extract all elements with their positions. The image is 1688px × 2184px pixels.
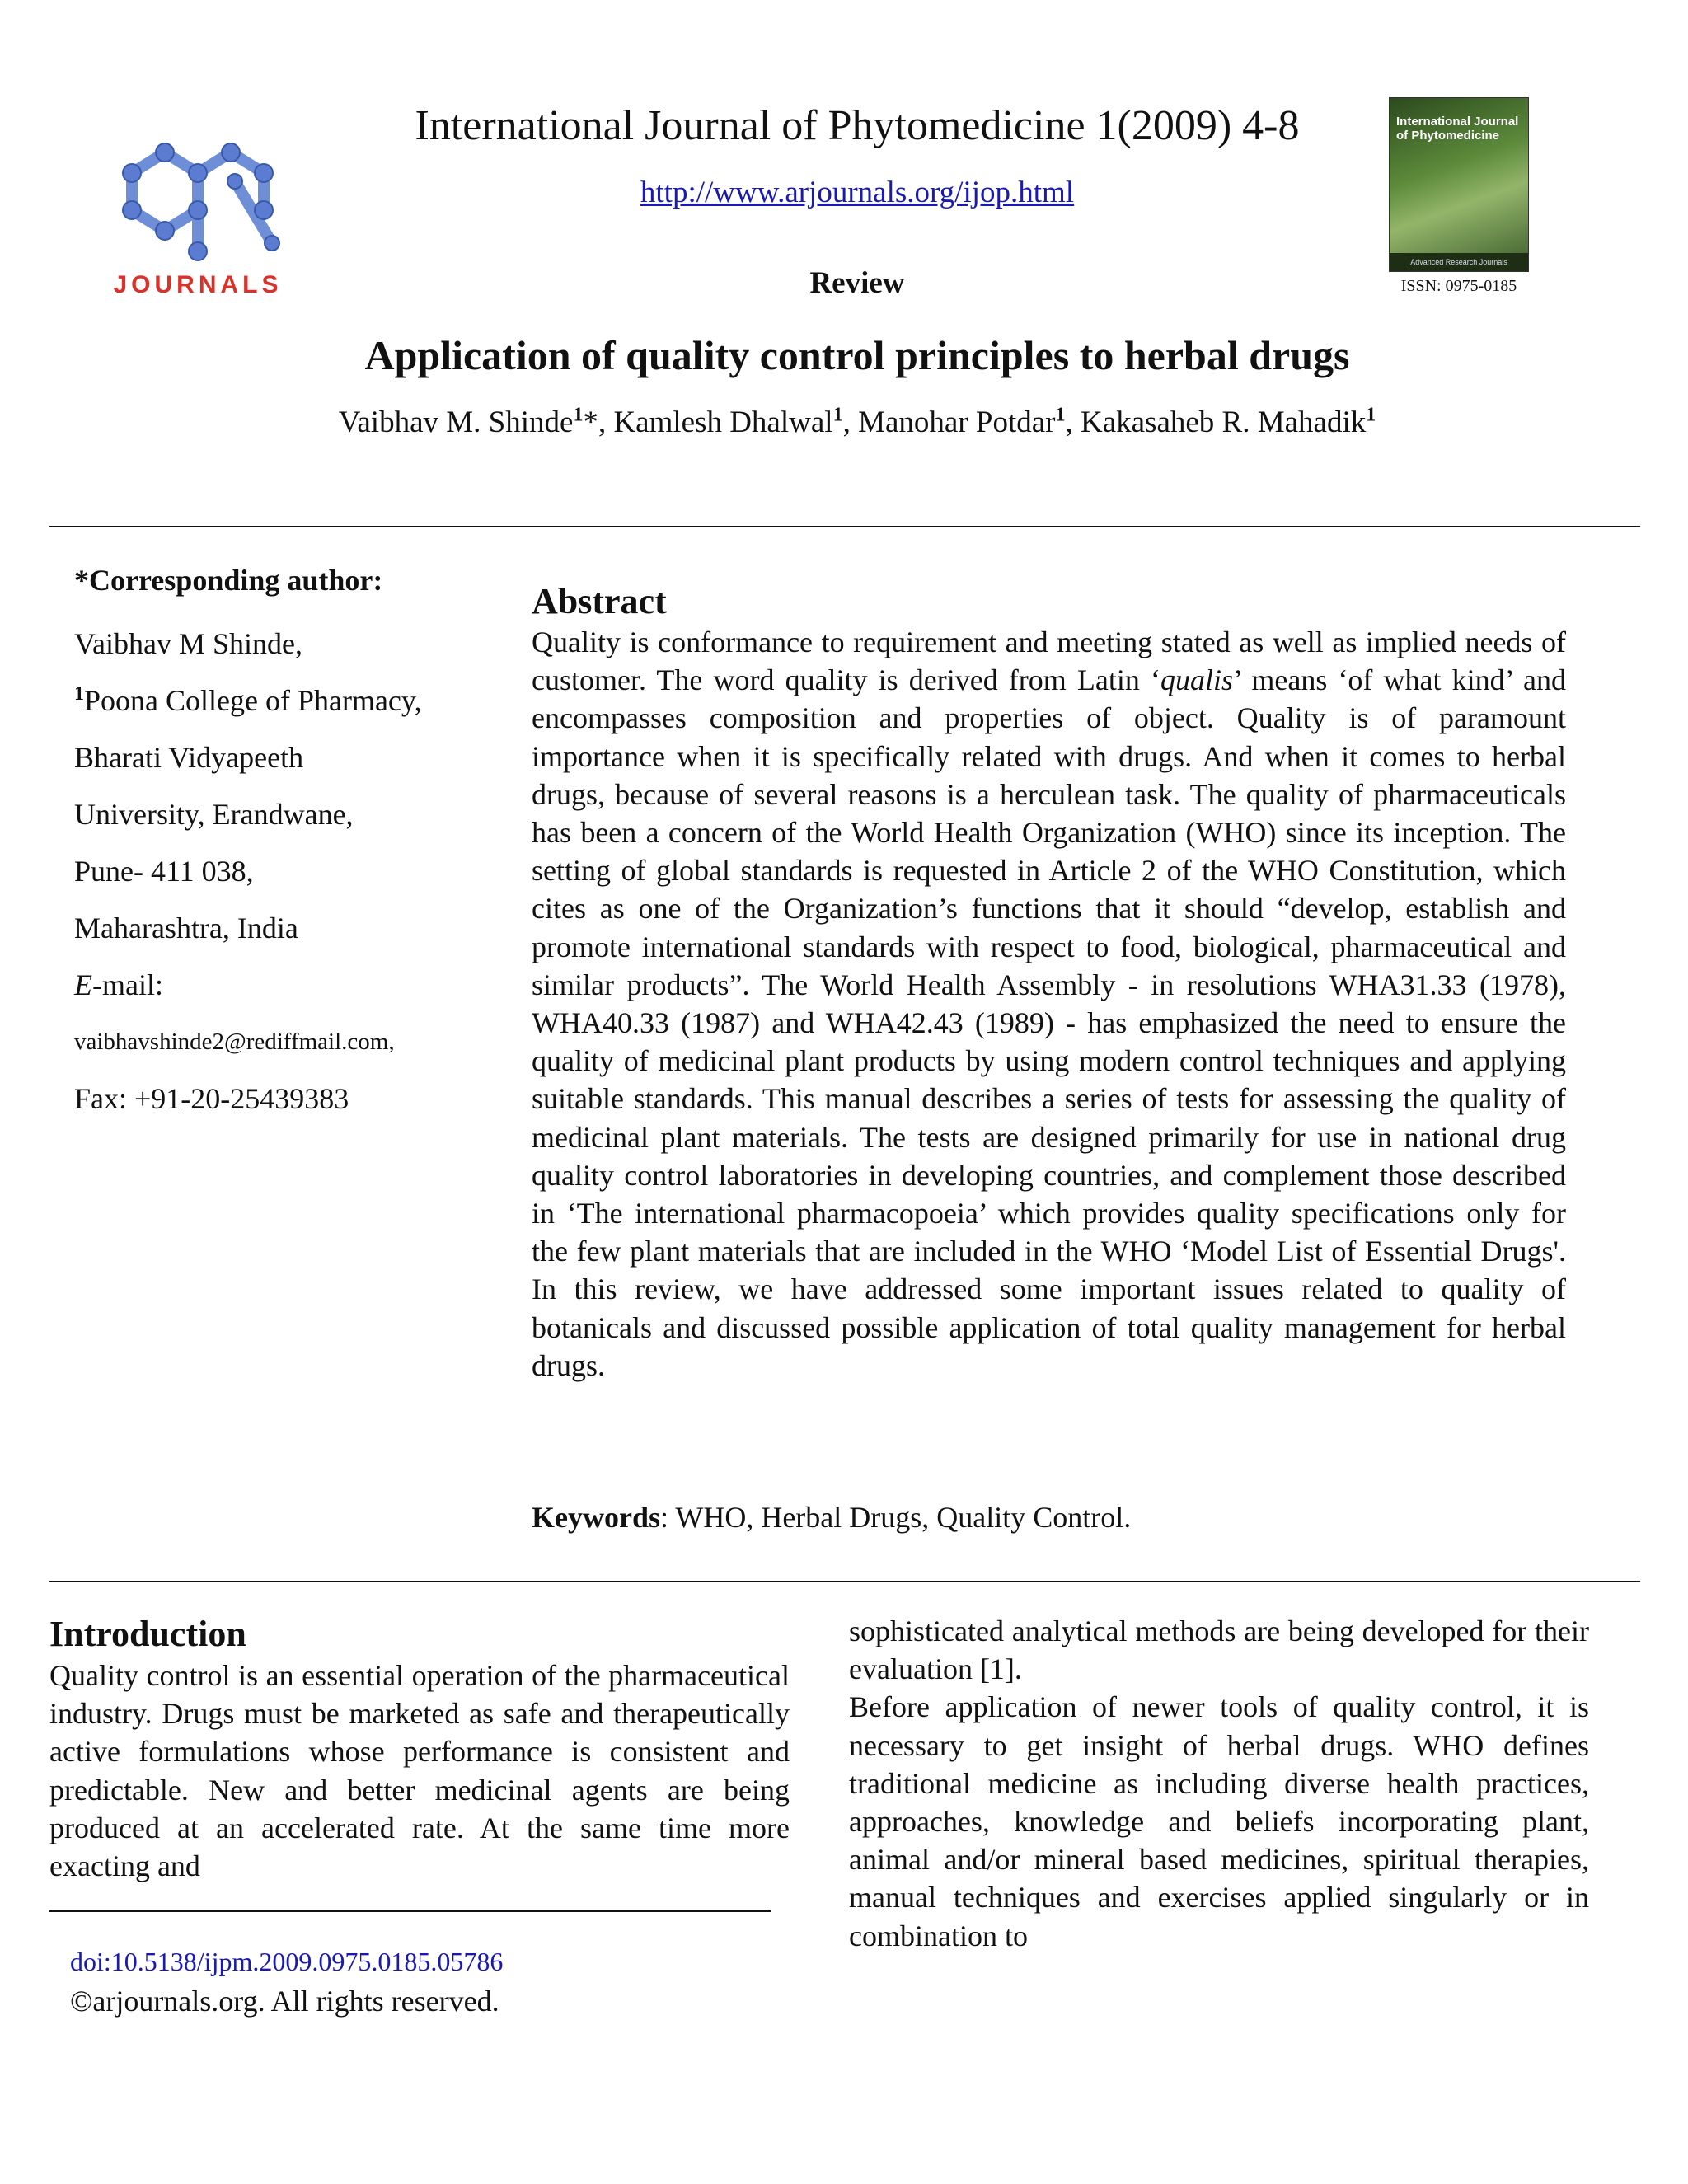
affiliation-line: Bharati Vidyapeeth xyxy=(74,741,304,774)
email-label-italic: E xyxy=(74,968,92,1001)
affiliation-text: Poona College of Pharmacy, xyxy=(84,684,422,717)
author-separator: *, xyxy=(583,405,614,439)
journal-url-link[interactable]: http://www.arjournals.org/ijop.html xyxy=(640,176,1075,209)
affiliation-mark: 1 xyxy=(74,683,84,705)
introduction-heading: Introduction xyxy=(49,1614,246,1654)
journal-title: International Journal of Phytomedicine 1(2009) 4-8 xyxy=(415,102,1300,149)
email-label-text: -mail: xyxy=(92,968,163,1001)
publisher-logo xyxy=(95,95,301,301)
footnote-divider xyxy=(49,1910,771,1912)
author-list xyxy=(82,404,1632,442)
issn: ISSN: 0975-0185 xyxy=(1400,277,1517,295)
abstract-divider xyxy=(49,1581,1640,1582)
fax-number: Fax: +91-20-25439383 xyxy=(74,1082,349,1115)
introduction-right-column xyxy=(849,1612,1589,1955)
keywords-label: Keywords xyxy=(532,1501,660,1534)
journal-cover-image xyxy=(1389,97,1529,272)
paragraph: sophisticated analytical methods are being developed for their evaluation [1]. xyxy=(849,1615,1589,1686)
paper-title: Application of quality control principles to herbal drugs xyxy=(364,332,1350,378)
affiliation-line: Pune- 411 038, xyxy=(74,855,254,888)
email-address[interactable]: vaibhavshinde2@rediffmail.com, xyxy=(74,1029,395,1055)
affiliation-mark: 1 xyxy=(832,404,843,426)
abstract-heading: Abstract xyxy=(532,581,667,621)
logo-wordmark: JOURNALS xyxy=(113,271,283,298)
author-name: Manohar Potdar xyxy=(858,405,1056,439)
abstract-text xyxy=(532,623,1566,1385)
abstract-text-part: ’ means ‘of what kind’ and encompasses composition and properties of object. Quality is of paramount importance when it is specifically related with drugs. And when it comes to herbal drugs, because of several reasons is a herculean task. The quality of pharmaceuticals has been a concern of the World Health Organization (WHO) since its inception. The setting of global standards is requested in Article 2 of the WHO Constitution, which cites as one of the Organization’s functions that it should “develop, establish and promote international standards with respect to food, biological, pharmaceutical and similar products”. The World Health Assembly - in resolutions WHA31.33 (1978), WHA40.33 (1987) and WHA42.43 (1989) - has emphasized the need to ensure the quality of medicinal plant products by using modern control techniques and applying suitable standards. This manual describes a series of tests for assessing the quality of medicinal plant materials. The tests are designed primarily for use in national drug quality control laboratories in developing countries, and complement those described in ‘The international pharmacopoeia’ which provides quality specifications only for the few plant materials that are included in the WHO ‘Model List of Essential Drugs'. In this review, we have addressed some important issues related to quality of botanicals and discussed possible application of total quality management for herbal drugs. xyxy=(532,663,1566,1382)
keywords xyxy=(532,1498,1566,1536)
author-separator: , xyxy=(1065,405,1081,439)
affiliation-line: Maharashtra, India xyxy=(74,912,298,944)
affiliation-mark: 1 xyxy=(573,404,584,426)
affiliation-line: University, Erandwane, xyxy=(74,798,354,831)
affiliation-line xyxy=(74,673,503,729)
molecule-logo-icon xyxy=(95,95,301,301)
abstract-italic-term: qualis xyxy=(1160,663,1233,697)
author-name: Vaibhav M. Shinde xyxy=(338,405,574,439)
author-name: Kakasaheb R. Mahadik xyxy=(1080,405,1367,439)
introduction-left-column: Quality control is an essential operation of the pharmaceutical industry. Drugs must be marketed as safe and therapeutically active formulations whose performance is consistent and predictable. New and better medicinal agents are being produced at an accelerated rate. At the same time more exacting and xyxy=(49,1659,790,1883)
header-divider xyxy=(49,526,1640,527)
abstract-text-part: Quality is conformance to requirement and meeting stated as well as implied needs of customer. The word quality is derived from Latin ‘ xyxy=(532,626,1566,697)
article-type: Review xyxy=(809,266,905,300)
corresponding-author-block xyxy=(74,552,503,1127)
author-separator: , xyxy=(842,405,859,439)
affiliation-mark: 1 xyxy=(1366,404,1376,426)
affiliation-mark: 1 xyxy=(1055,404,1066,426)
email-label xyxy=(74,957,503,1014)
copyright-notice: ©arjournals.org. All rights reserved. xyxy=(70,1985,499,2018)
keywords-text: : WHO, Herbal Drugs, Quality Control. xyxy=(660,1501,1132,1534)
cover-title: International Journal of Phytomedicine xyxy=(1396,115,1519,143)
paragraph: Before application of newer tools of quality control, it is necessary to get insight of herbal drugs. WHO defines traditional medicine as including diverse health practices, approaches, knowledge and beliefs incorporating plant, animal and/or mineral based medicines, spiritual therapies, manual techniques and exercises applied singularly or in combination to xyxy=(849,1690,1589,1952)
author-name: Vaibhav M Shinde, xyxy=(74,627,302,660)
doi-link[interactable]: doi:10.5138/ijpm.2009.0975.0185.05786 xyxy=(70,1947,504,1976)
cover-footer: Advanced Research Journals xyxy=(1390,253,1528,271)
author-name: Kamlesh Dhalwal xyxy=(613,405,833,439)
corresponding-author-heading: *Corresponding author: xyxy=(74,564,383,597)
